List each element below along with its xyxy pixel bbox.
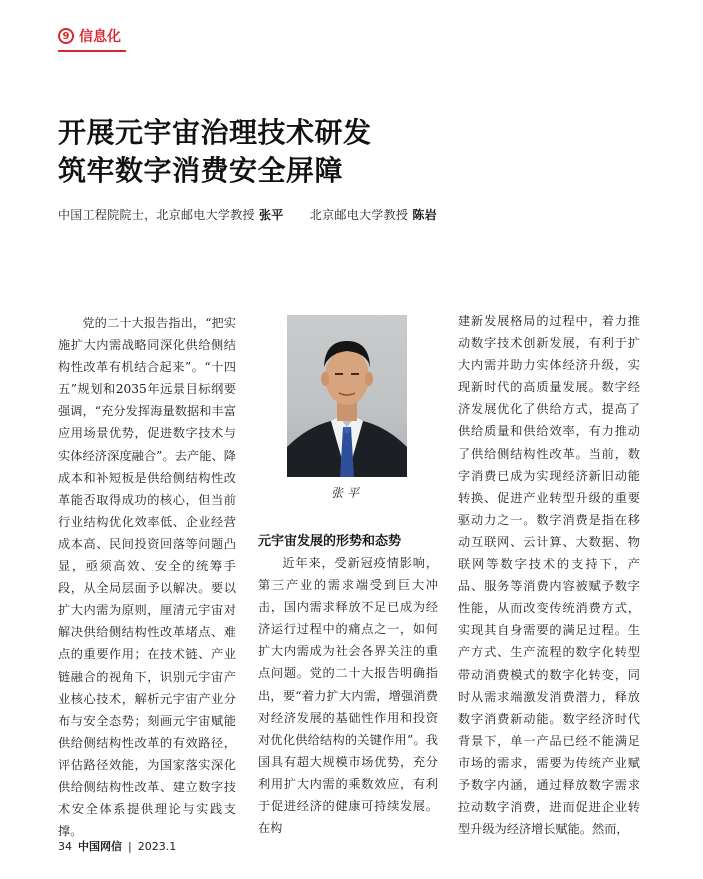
page-number: 34 [58,839,72,853]
column-left [58,312,236,842]
section-number-badge: 9 [58,28,74,44]
author2-title: 北京邮电大学教授 [309,208,409,222]
section-tag [58,26,121,46]
right-column-text: 建新发展格局的过程中，着力推动数字技术创新发展，有利于扩大内需并助力实体经济升级，实现新时代的高质量发展。数字经济发展优化了供给方式，提高了供给质量和供给效率，有力推动了供给侧结构性改革。当前，数字消费已成为实现经济新旧动能转换、促进产业转型升级的重要驱动力之一。数字消费是指在移动互联网、云计算、大数据、物联网等数字技术的支持下，产品、服务等消费内容被赋予数字性能，从而改变传统消费方式，实现其自身需要的满足过程。生产方式、生产流程的数字化转型带动消费模式的数字化转变，同时从需求端激发消费潜力，释放数字消费新动能。数字经济时代背景下，单一产品已经不能满足市场的需求，需要为传统产业赋予数字内涵，通过释放数字需求拉动数字消费，进而促进企业转型升级为经济增长赋能。然而， [458,314,640,837]
photo-caption: 张平 [330,486,363,500]
footer-separator: | [128,839,132,853]
left-column-text: 党的二十大报告指出，“把实施扩大内需战略同深化供给侧结构性改革有机结合起来”。“十四五”规划和2035年远景目标纲要强调，“充分发挥海量数据和丰富应用场景优势，促进数字技术与实体经济深度融合”。去产能、降成本和补短板是供给侧结构性改革能否取得成功的核心，但当前行业结构优化效率低、企业经营成本高、民间投资回落等问题凸显，亟须高效、安全的统筹手段，从全局层面予以解决。要以扩大内需为原则，厘清元宇宙对解决供给侧结构性改革堵点、难点的重要作用；在技术链、产业链融合的视角下，识别元宇宙产业核心技术，解析元宇宙产业分布与安全态势；刻画元宇宙赋能供给侧结构性改革的有效路径，评估路径效能，为国家落实深化供给侧结构性改革、建立数字技术安全体系提供理论与实践支撑。 [58,316,236,839]
author-photo [287,315,407,477]
author2-name: 陈岩 [412,208,437,222]
article-title [58,114,658,190]
author1-title: 中国工程院院士，北京邮电大学教授 [58,208,255,222]
title-line-1: 开展元宇宙治理技术研发 [58,116,372,149]
section-underline [58,50,126,52]
title-line-2: 筑牢数字消费安全屏障 [58,154,344,187]
author1-name: 张平 [258,208,284,222]
author-byline [58,206,658,223]
column-right [458,310,640,840]
middle-column-text: 近年来，受新冠疫情影响，第三产业的需求端受到巨大冲击，国内需求释放不足已成为经济运行过程中的痛点之一，如何扩大内需成为社会各界关注的重点问题。党的二十大报告明确指出，要“着力扩大内需，增强消费对经济发展的基础性作用和投资对优化供给结构的关键作用”。我国具有超大规模市场优势，充分利用扩大内需的乘数效应，有利于促进经济的健康可持续发展。在构 [258,556,438,836]
section-subheading: 元宇宙发展的形势和态势 [258,534,402,549]
column-middle [258,552,438,839]
section-label: 信息化 [79,29,121,45]
magazine-name: 中国网信 [78,840,122,853]
page-footer [58,838,176,854]
issue-number: 2023.1 [137,839,177,853]
portrait-illustration [287,315,407,477]
